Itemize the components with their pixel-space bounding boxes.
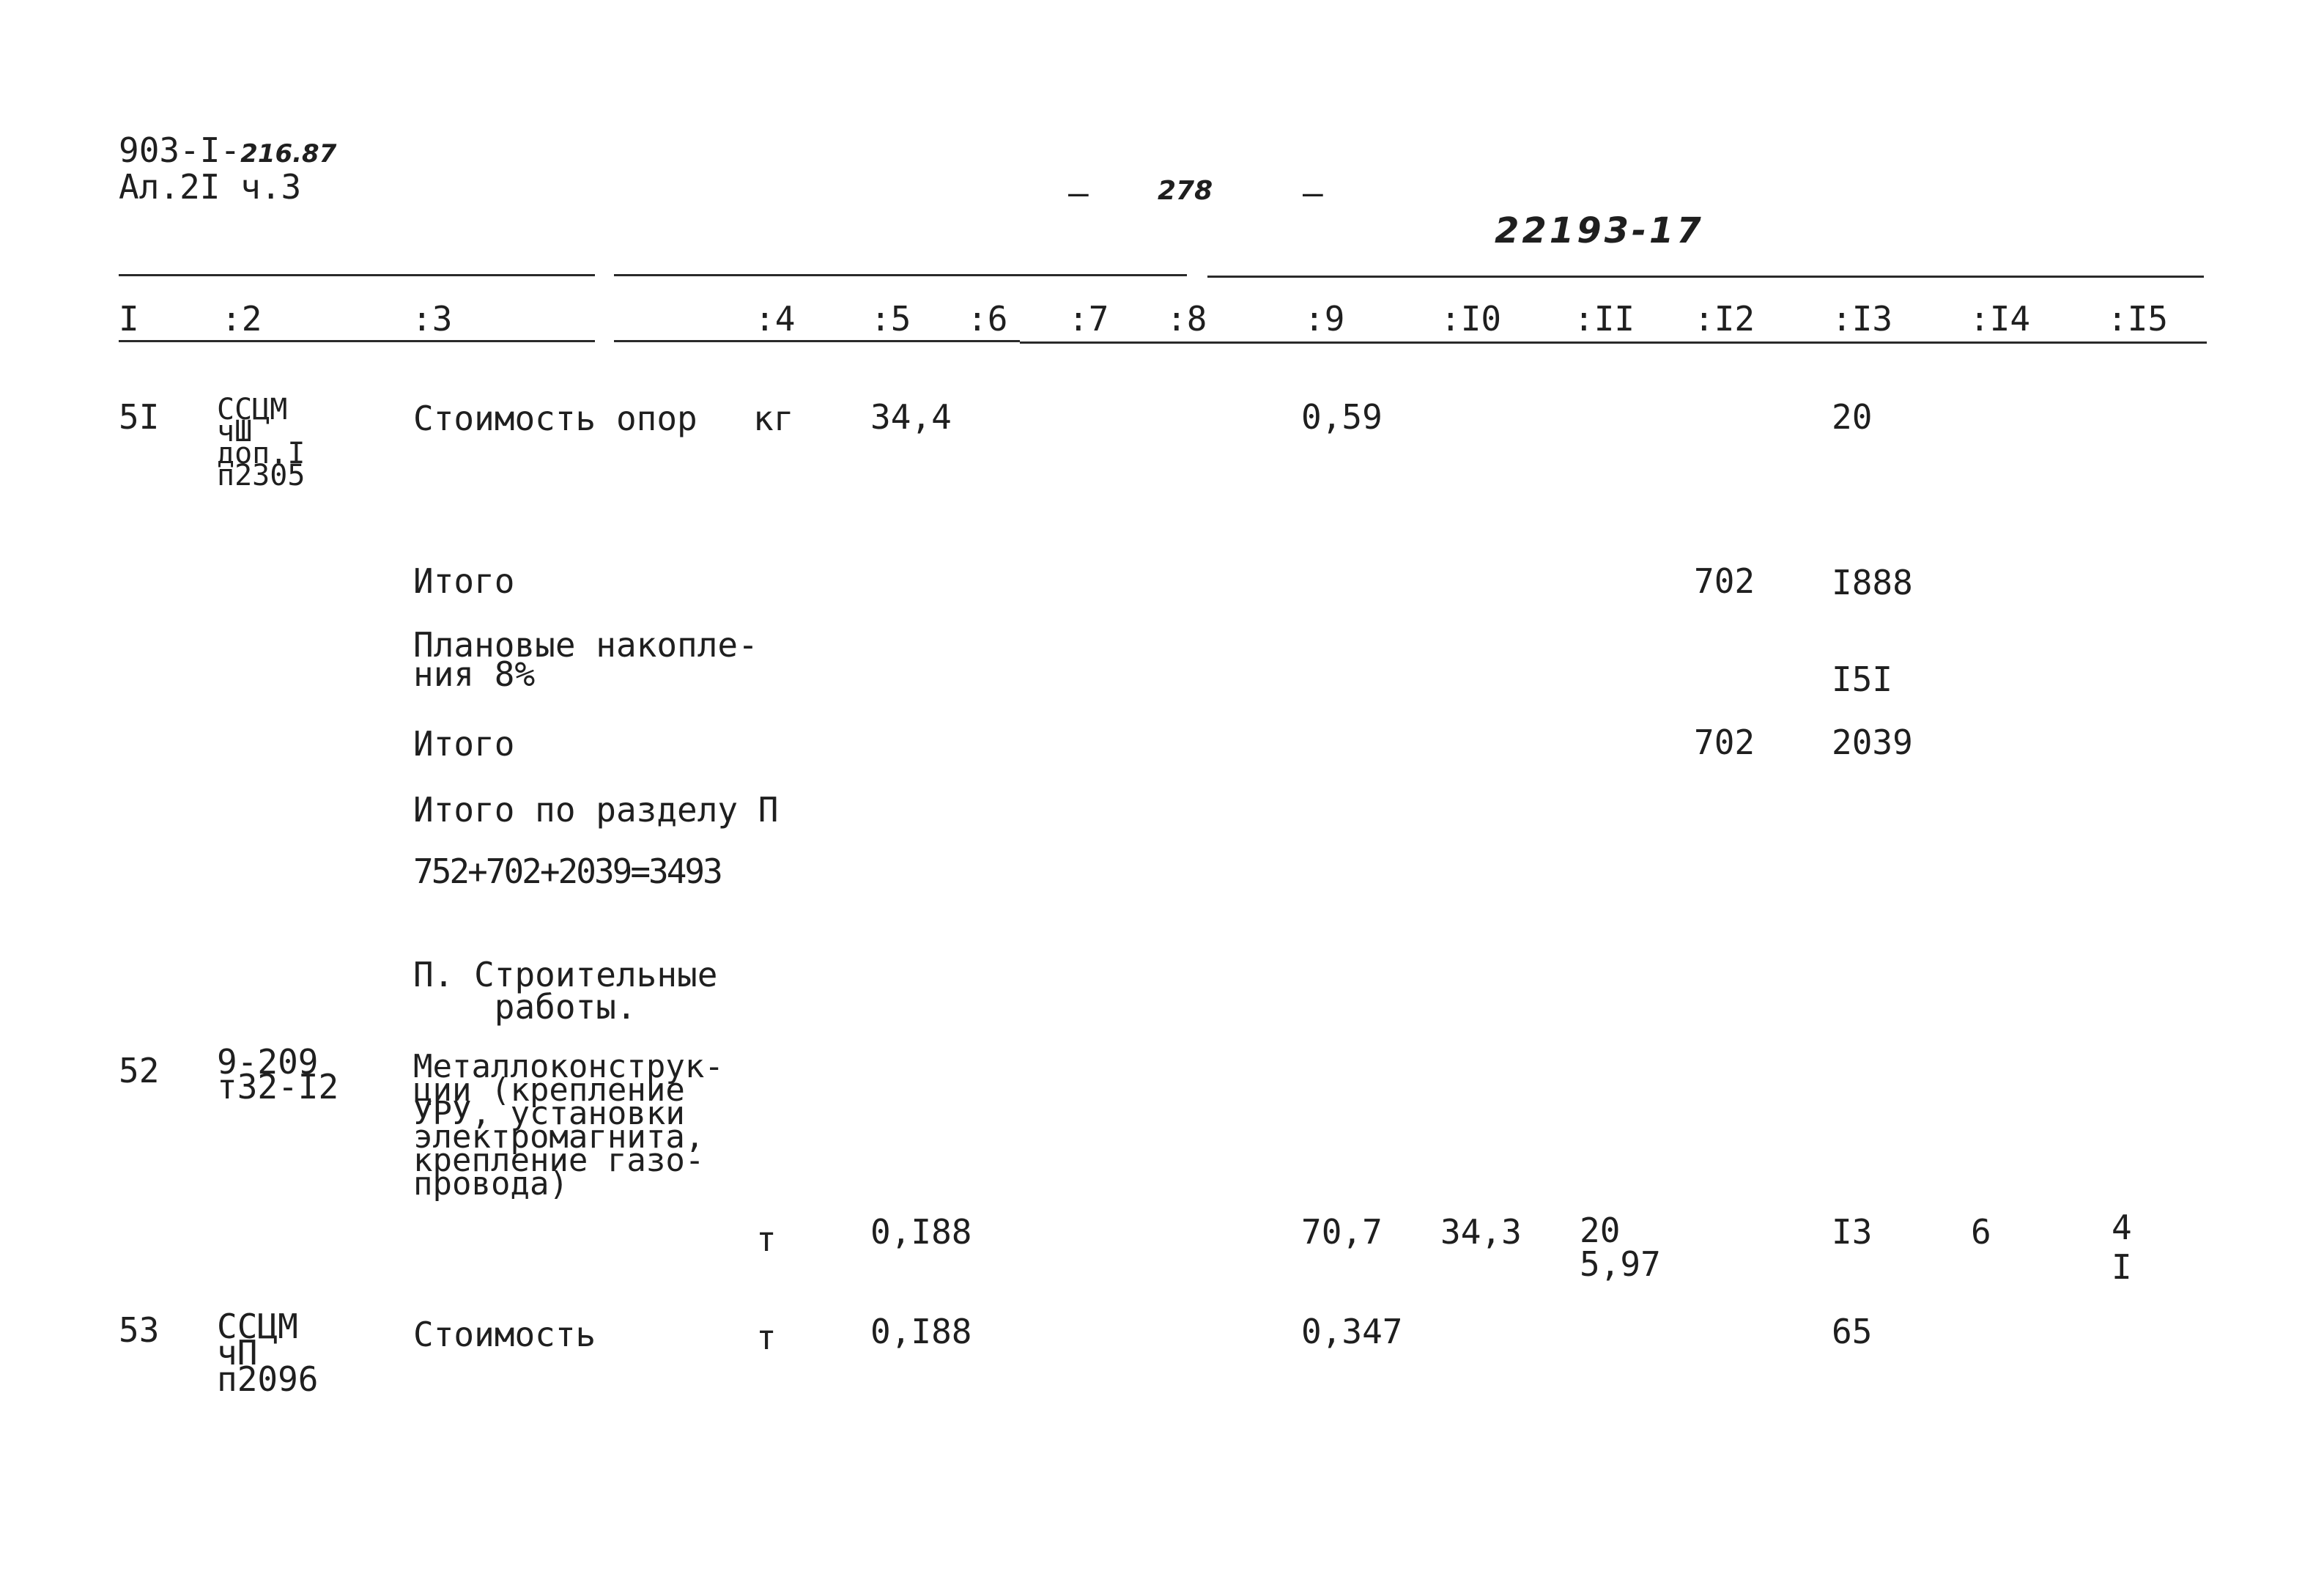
row51-unit: кг [753,399,794,438]
page-dash-right: – [1303,173,1323,213]
total1-label: Итого [413,561,515,601]
row52-col15: 4 I [2112,1208,2132,1287]
top-rule-1 [119,274,595,276]
col-header-4: :4 [755,299,796,339]
total2-col13: 2039 [1832,723,1913,762]
row52-col14: 6 [1971,1212,1991,1252]
row52-qty: 0,I88 [870,1212,972,1252]
col-header-12: :I2 [1694,299,1755,339]
col-header-8: :8 [1166,299,1207,339]
header-rule-2 [614,340,1020,342]
top-rule-3 [1207,276,2204,278]
col-header-15: :I5 [2107,299,2169,339]
doc-code-handwritten: 216.87 [240,139,337,169]
section-title: П. Строительные работы. [413,955,718,1027]
row51-number: 5I [119,397,160,437]
section-total-label: Итого по разделу П [413,790,779,830]
row52-col13: I3 [1832,1212,1873,1252]
col-header-11: :II [1574,299,1635,339]
header-rule-1 [119,340,595,342]
row53-code: ССЦМ чП п2096 [217,1307,319,1399]
row51-name: Стоимость опор [413,399,697,438]
row52-col9: 70,7 [1301,1212,1383,1252]
row53-number: 53 [119,1310,160,1350]
album-label: Ал.2I ч.3 [119,167,302,207]
col-header-14: :I4 [1969,299,2031,339]
total1-col13: I888 [1832,563,1913,602]
row52-number: 52 [119,1051,160,1090]
row52-col10: 34,3 [1440,1212,1522,1252]
row53-col13: 65 [1832,1312,1873,1351]
page-dash-left: – [1068,173,1089,213]
col-header-5: :5 [870,299,911,339]
col-header-6: :6 [967,299,1008,339]
col-header-7: :7 [1068,299,1109,339]
row51-code: ССЦМ чШ доп.I п2305 [217,393,306,492]
row52-col11: 20 5,97 [1580,1211,1661,1284]
row53-qty: 0,I88 [870,1312,972,1351]
doc-code [119,132,336,172]
document-stamp: 22193-17 [1495,210,1704,251]
page-number: 278 [1158,176,1213,206]
total1-col12: 702 [1694,561,1755,601]
col-header-2: :2 [221,299,262,339]
col-header-9: :9 [1304,299,1345,339]
planned-savings-label: Плановые накопле- ния 8% [413,625,758,694]
section-sum-line: 752+702+2039=3493 [413,852,721,891]
row52-unit: т [756,1219,777,1259]
top-rule-2 [614,274,1187,276]
total2-col12: 702 [1694,723,1755,762]
col-header-1: I [119,299,139,339]
row51-qty: 34,4 [870,397,952,437]
row53-col9: 0,347 [1301,1312,1403,1351]
col-header-10: :I0 [1440,299,1502,339]
doc-code-printed: 903-I- [119,130,241,170]
col-header-13: :I3 [1832,299,1893,339]
col-header-3: :3 [412,299,453,339]
row53-unit: т [756,1318,777,1357]
row52-name: Металлоконструк- ции (крепление УРУ, установки электромагнита, крепление газо- провода) [413,1048,724,1203]
row51-col9: 0,59 [1301,397,1383,437]
row52-code: 9-209 т32-I2 [217,1042,339,1107]
row51-col13: 20 [1832,397,1873,437]
planned-savings-col13: I5I [1832,660,1893,699]
header-rule-3 [1020,341,2207,344]
row53-name: Стоимость [413,1315,596,1354]
total2-label: Итого [413,724,515,764]
